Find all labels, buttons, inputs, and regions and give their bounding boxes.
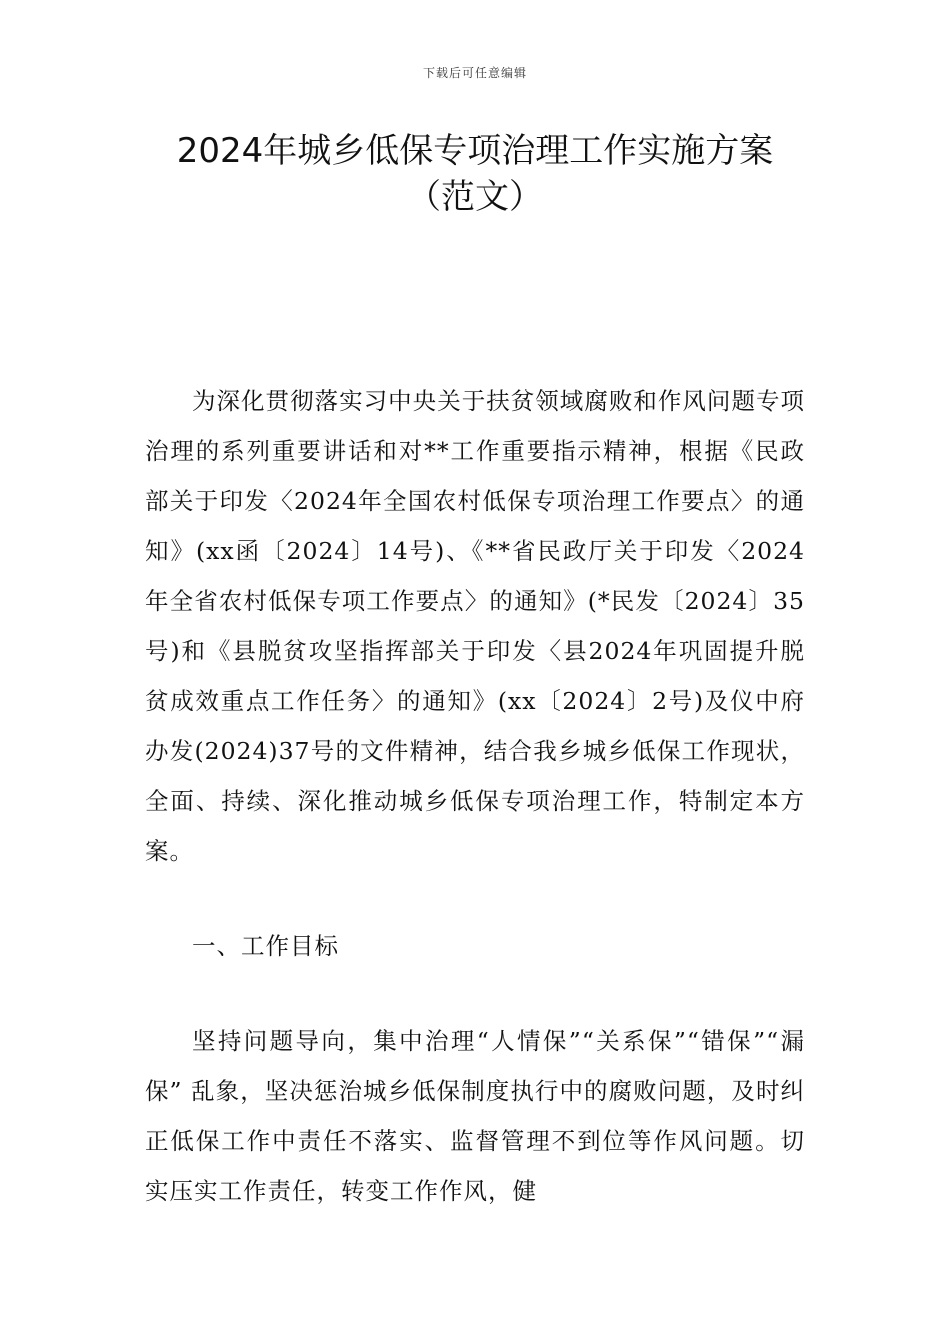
document-title	[100, 128, 850, 220]
document-body	[145, 376, 805, 1216]
intro-paragraph: 为深化贯彻落实习中央关于扶贫领域腐败和作风问题专项治理的系列重要讲话和对**工作重要指示精神，根据《民政部关于印发〈2024年全国农村低保专项治理工作要点〉的通知》(xx函〔2024〕14号)、《**省民政厅关于印发〈2024年全省农村低保专项工作要点〉的通知》(*民发〔2024〕35号)和《县脱贫攻坚指挥部关于印发〈县2024年巩固提升脱贫成效重点工作任务〉的通知》(xx〔2024〕2号)及仪中府办发(2024)37号的文件精神，结合我乡城乡低保工作现状，全面、持续、深化推动城乡低保专项治理工作，特制定本方案。	[145, 387, 805, 865]
title-line-1: 2024年城乡低保专项治理工作实施方案	[176, 131, 774, 171]
section-heading-work-goal: 一、工作目标	[192, 932, 339, 960]
goal-paragraph: 坚持问题导向，集中治理“人情保”“关系保”“错保”“漏保” 乱象，坚决惩治城乡低保制度执行中的腐败问题，及时纠正低保工作中责任不落实、监督管理不到位等作风问题。切实压实工作责任，转变工作作风，健	[145, 1027, 805, 1205]
header-note: 下载后可任意编辑	[422, 66, 527, 80]
title-line-2: （范文）	[407, 177, 543, 217]
